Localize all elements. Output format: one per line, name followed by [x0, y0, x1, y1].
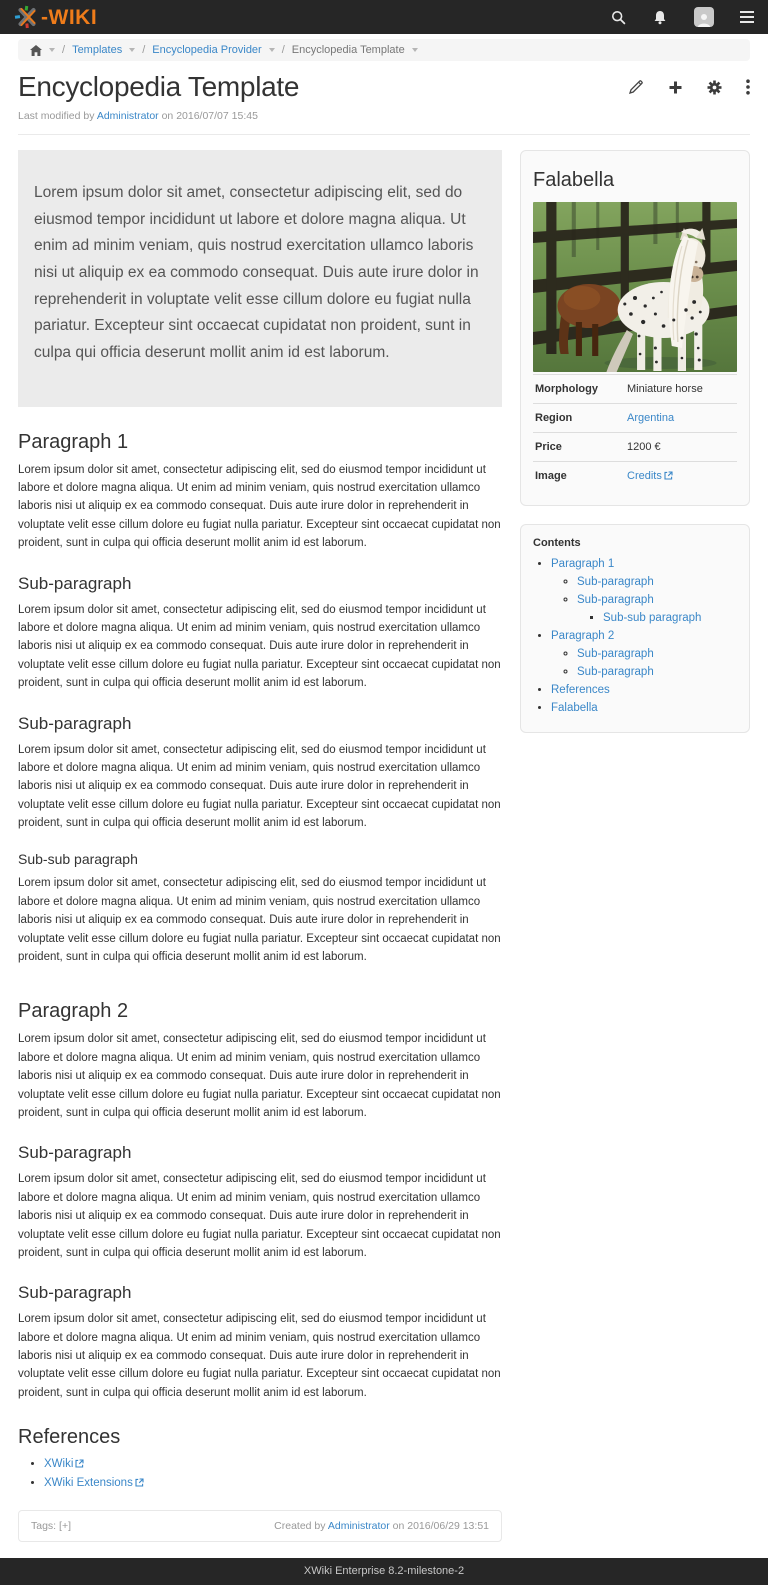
toc-item — [577, 665, 737, 680]
infobox-row-region — [533, 403, 737, 432]
references-list — [44, 1457, 502, 1492]
breadcrumb-separator: / — [62, 44, 66, 56]
external-link-icon — [75, 1458, 84, 1474]
version-footer: XWiki Enterprise 8.2-milestone-2 — [0, 1558, 768, 1585]
add-tag-link[interactable]: [+] — [59, 1520, 71, 1533]
contents-panel — [520, 524, 750, 733]
section-heading-sub-paragraph: Sub-paragraph — [18, 713, 132, 733]
section-heading-sub-sub-paragraph: Sub-sub paragraph — [18, 851, 138, 868]
document-footer-bar — [18, 1510, 502, 1542]
external-link-icon — [135, 1477, 144, 1493]
toc-link-sub-paragraph[interactable]: Sub-paragraph — [577, 647, 654, 660]
settings-gear-icon[interactable] — [707, 80, 722, 95]
user-avatar[interactable] — [694, 7, 714, 27]
infobox-region-link[interactable]: Argentina — [627, 412, 675, 424]
toc-link-falabella[interactable]: Falabella — [551, 701, 598, 714]
section-heading-paragraph-2: Paragraph 2 — [18, 1000, 129, 1023]
created-prefix: Created by — [274, 1520, 326, 1533]
reference-item — [44, 1476, 502, 1493]
last-modified-suffix: on 2016/07/07 15:45 — [161, 110, 258, 122]
external-link-icon — [664, 471, 673, 483]
breadcrumb-caret[interactable] — [269, 48, 275, 52]
create-plus-icon[interactable] — [668, 80, 683, 95]
toc-item — [551, 701, 737, 716]
toc-item — [577, 593, 737, 626]
page-header — [0, 61, 768, 135]
drawer-menu-icon[interactable] — [740, 11, 754, 23]
breadcrumb — [18, 39, 750, 61]
tags-label: Tags: — [31, 1520, 57, 1533]
toc-list — [551, 557, 737, 715]
infobox-label: Region — [535, 412, 573, 424]
xwiki-logo-text: -WIKI — [41, 5, 98, 29]
toc-link-paragraph-2[interactable]: Paragraph 2 — [551, 629, 615, 642]
section-heading-sub-paragraph: Sub-paragraph — [18, 573, 132, 593]
section-heading-paragraph-1: Paragraph 1 — [18, 430, 129, 453]
notifications-bell-icon[interactable] — [652, 9, 668, 25]
section-body: Lorem ipsum dolor sit amet, consectetur adipiscing elit, sed do eiusmod tempor incididunt ut labore et dolore magna aliqua. Ut enim ad minim veniam, quis nostrud exercitation ullamco laboris nisi ut aliquip ex ea commodo consequat. Duis aute irure dolor in reprehenderit in voluptate velit esse cillum dolore eu fugiat nulla pariatur. Excepteur sint occaecat cupidatat non proident, sunt in culpa qui officia deserunt mollit anim id est laborum. — [18, 463, 501, 550]
top-navbar — [0, 0, 768, 34]
toc-link-references[interactable]: References — [551, 683, 610, 696]
infobox-credits-link[interactable]: Credits — [627, 470, 662, 482]
section-heading-references: References — [18, 1426, 121, 1449]
breadcrumb-item-templates[interactable]: Templates — [72, 44, 123, 56]
edit-pencil-icon[interactable] — [628, 79, 644, 95]
breadcrumb-home-caret[interactable] — [49, 48, 55, 52]
tags-line — [31, 1520, 71, 1532]
section-body: Lorem ipsum dolor sit amet, consectetur adipiscing elit, sed do eiusmod tempor incididunt ut labore et dolore magna aliqua. Ut enim ad minim veniam, quis nostrud exercitation ullamco laboris nisi ut aliquip ex ea commodo consequat. Duis aute irure dolor in reprehenderit in voluptate velit esse cillum dolore eu fugiat nulla pariatur. Excepteur sint occaecat cupidatat non proident, sunt in culpa qui officia deserunt mollit anim id est laborum. — [18, 743, 501, 830]
infobox-label: Image — [535, 470, 567, 482]
xwiki-logo-x-icon — [14, 5, 40, 29]
section-body: Lorem ipsum dolor sit amet, consectetur adipiscing elit, sed do eiusmod tempor incididunt ut labore et dolore magna aliqua. Ut enim ad minim veniam, quis nostrud exercitation ullamco laboris nisi ut aliquip ex ea commodo consequat. Duis aute irure dolor in reprehenderit in voluptate velit esse cillum dolore eu fugiat nulla pariatur. Excepteur sint occaecat cupidatat non proident, sunt in culpa qui officia deserunt mollit anim id est laborum. — [18, 1313, 501, 1399]
reference-link-xwiki[interactable]: XWiki — [44, 1458, 74, 1471]
toc-link-sub-sub-paragraph[interactable]: Sub-sub paragraph — [603, 611, 702, 624]
infobox-title: Falabella — [533, 169, 615, 191]
toc-link-sub-paragraph[interactable]: Sub-paragraph — [577, 665, 654, 678]
falabella-horse-photo — [533, 202, 737, 372]
section-heading-sub-paragraph: Sub-paragraph — [18, 1283, 132, 1303]
toc-item — [551, 683, 737, 698]
right-sidebar — [520, 150, 750, 733]
xwiki-logo[interactable] — [14, 5, 97, 29]
infobox-row-image — [533, 461, 737, 491]
toc-item — [577, 575, 737, 590]
breadcrumb-home-icon[interactable] — [30, 45, 42, 56]
breadcrumb-item-encyclopedia-provider[interactable]: Encyclopedia Provider — [152, 44, 262, 56]
created-user-link[interactable]: Administrator — [327, 1520, 390, 1533]
toc-link-sub-paragraph[interactable]: Sub-paragraph — [577, 593, 654, 606]
section-body: Lorem ipsum dolor sit amet, consectetur adipiscing elit, sed do eiusmod tempor incididunt ut labore et dolore magna aliqua. Ut enim ad minim veniam, quis nostrud exercitation ullamco laboris nisi ut aliquip ex ea commodo consequat. Duis aute irure dolor in reprehenderit in voluptate velit esse cillum dolore eu fugiat nulla pariatur. Excepteur sint occaecat cupidatat non proident, sunt in culpa qui officia deserunt mollit anim id est laborum. — [18, 877, 501, 964]
infobox-table — [533, 374, 737, 491]
contents-title: Contents — [533, 537, 581, 549]
infobox-row-morphology — [533, 374, 737, 403]
infobox-value: Miniature horse — [627, 383, 703, 395]
infobox-label: Morphology — [535, 383, 598, 395]
last-modified-line — [18, 110, 750, 122]
toc-item — [603, 611, 737, 626]
breadcrumb-caret[interactable] — [412, 48, 418, 52]
infobox-panel — [520, 150, 750, 506]
reference-item — [44, 1457, 502, 1474]
breadcrumb-separator: / — [281, 44, 285, 56]
created-line — [274, 1520, 489, 1532]
section-body: Lorem ipsum dolor sit amet, consectetur adipiscing elit, sed do eiusmod tempor incididunt ut labore et dolore magna aliqua. Ut enim ad minim veniam, quis nostrud exercitation ullamco laboris nisi ut aliquip ex ea commodo consequat. Duis aute irure dolor in reprehenderit in voluptate velit esse cillum dolore eu fugiat nulla pariatur. Excepteur sint occaecat cupidatat non proident, sunt in culpa qui officia deserunt mollit anim id est laborum. — [18, 1033, 501, 1119]
reference-link-xwiki-extensions[interactable]: XWiki Extensions — [44, 1476, 133, 1489]
breadcrumb-caret[interactable] — [129, 48, 135, 52]
toc-link-paragraph-1[interactable]: Paragraph 1 — [551, 558, 615, 570]
document-content — [18, 150, 502, 1542]
infobox-label: Price — [535, 441, 562, 453]
abstract-lead-box: Lorem ipsum dolor sit amet, consectetur adipiscing elit, sed do eiusmod tempor incididunt ut labore et dolore magna aliqua. Ut enim ad minim veniam, quis nostrud exercitation ullamco laboris nisi ut aliquip ex ea commodo consequat. Duis aute irure dolor in reprehenderit in voluptate velit esse cillum dolore eu fugiat nulla pariatur. Excepteur sint occaecat cupidatat non proident, sunt in culpa qui officia deserunt mollit anim id est laborum. — [18, 150, 502, 407]
search-icon[interactable] — [610, 9, 626, 25]
toc-item — [551, 629, 737, 680]
more-kebab-icon[interactable] — [746, 79, 750, 95]
section-body: Lorem ipsum dolor sit amet, consectetur adipiscing elit, sed do eiusmod tempor incididunt ut labore et dolore magna aliqua. Ut enim ad minim veniam, quis nostrud exercitation ullamco laboris nisi ut aliquip ex ea commodo consequat. Duis aute irure dolor in reprehenderit in voluptate velit esse cillum dolore eu fugiat nulla pariatur. Excepteur sint occaecat cupidatat non proident, sunt in culpa qui officia deserunt mollit anim id est laborum. — [18, 603, 501, 690]
toc-item — [551, 557, 737, 626]
last-modified-user-link[interactable]: Administrator — [96, 110, 159, 122]
created-suffix: on 2016/06/29 13:51 — [392, 1520, 489, 1533]
toc-item — [577, 647, 737, 662]
section-body: Lorem ipsum dolor sit amet, consectetur adipiscing elit, sed do eiusmod tempor incididunt ut labore et dolore magna aliqua. Ut enim ad minim veniam, quis nostrud exercitation ullamco laboris nisi ut aliquip ex ea commodo consequat. Duis aute irure dolor in reprehenderit in voluptate velit esse cillum dolore eu fugiat nulla pariatur. Excepteur sint occaecat cupidatat non proident, sunt in culpa qui officia deserunt mollit anim id est laborum. — [18, 1173, 501, 1259]
infobox-row-price — [533, 432, 737, 461]
toc-link-sub-paragraph[interactable]: Sub-paragraph — [577, 575, 654, 588]
page-title: Encyclopedia Template — [18, 71, 300, 102]
last-modified-prefix: Last modified by — [18, 110, 95, 122]
section-heading-sub-paragraph: Sub-paragraph — [18, 1143, 132, 1163]
breadcrumb-item-current: Encyclopedia Template — [291, 44, 405, 56]
breadcrumb-separator: / — [142, 44, 146, 56]
infobox-value: 1200 € — [627, 441, 661, 453]
